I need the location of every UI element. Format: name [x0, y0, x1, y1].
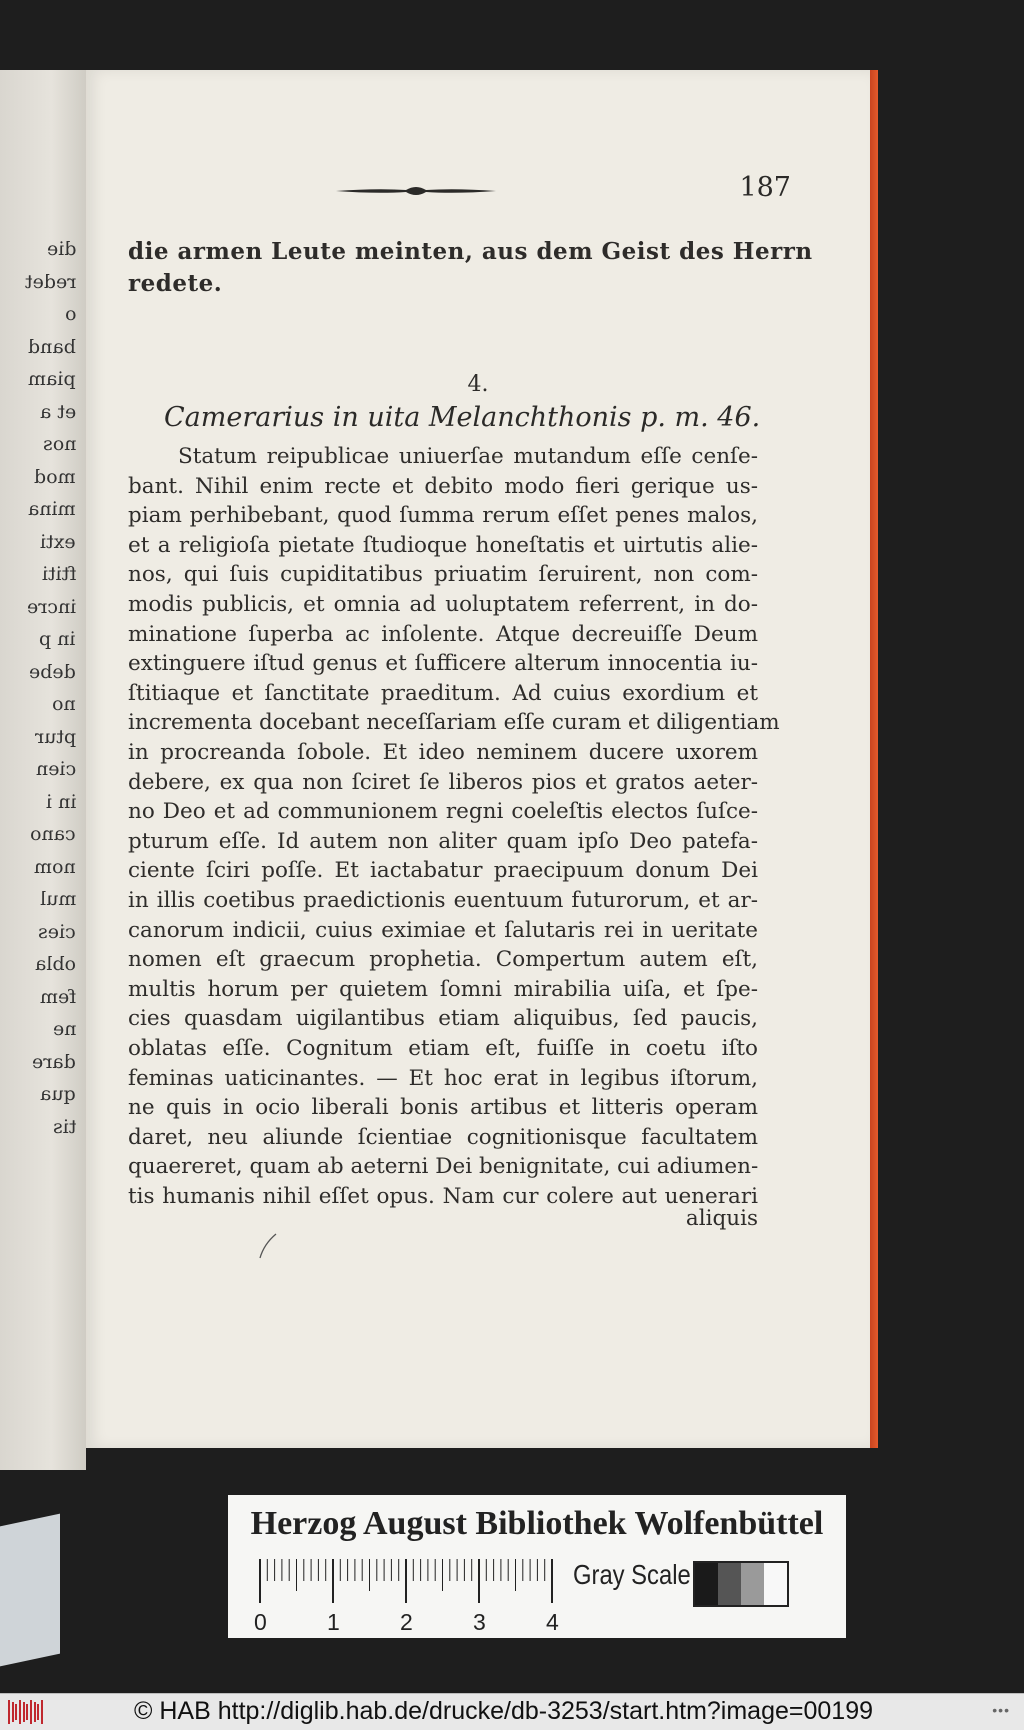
left-page-fragment: in i	[45, 790, 76, 813]
grayscale-swatch	[693, 1561, 789, 1607]
left-page-fragment: fem	[39, 985, 76, 1008]
body-line: in procreanda ſobole. Et ideo neminem ducere uxorem	[128, 740, 758, 765]
fraktur-line: die armen Leute meinten, aus dem Geist des Herrn	[128, 238, 813, 265]
page-number: 187	[739, 172, 791, 203]
fraktur-line: redete.	[128, 270, 223, 297]
left-page-fragment: exti	[40, 530, 76, 553]
ruler-number: 2	[400, 1609, 413, 1635]
page-edge-red	[870, 70, 878, 1448]
body-line: quaereret, quam ab aeterni Dei benignitate, cui adiumen-	[128, 1154, 759, 1180]
body-line: Statum reipublicae uniuerſae mutandum eſſe cenſe-	[178, 444, 758, 469]
scale-ruler	[258, 1557, 558, 1607]
body-line: canorum indicii, cuius eximiae et ſalutaris rei in ueritate	[128, 917, 758, 943]
left-page-fragment: ne	[52, 1018, 76, 1040]
left-page-fragment: in p	[39, 628, 76, 650]
left-page-fragment: mul	[39, 888, 76, 910]
ruler-number: 1	[327, 1609, 340, 1635]
grayscale-patch	[695, 1563, 718, 1605]
library-banner	[228, 1495, 846, 1638]
left-page-fragment: tis	[52, 1115, 76, 1138]
section-number: 4.	[467, 372, 489, 397]
ruler-number: 0	[254, 1609, 267, 1635]
left-page-fragment: incre	[26, 595, 76, 618]
left-page-fragment: band	[28, 335, 76, 358]
left-adjacent-page	[0, 70, 86, 1470]
body-line: debere, ex qua non ſciret ſe liberos pios et gratos aeter-	[128, 769, 758, 795]
body-line: extinguere iſtud genus et ſufficere alterum innocentia iu-	[128, 651, 758, 677]
left-page-fragment: dare	[32, 1050, 76, 1073]
body-line: nos, qui ſuis cupiditatibus priuatim ſeruirent, non com-	[128, 562, 758, 588]
body-line: pturum eſſe. Id autem non aliter quam ipſo Deo patefa-	[128, 828, 758, 854]
body-line: cies quasdam uigilantibus etiam aliquibus, ſed paucis,	[128, 1006, 758, 1032]
body-line: in illis coetibus praedictionis euentuum futurorum, et ar-	[128, 888, 758, 913]
left-page-fragment: piam	[28, 368, 76, 390]
left-page-fragment: redet	[24, 270, 76, 293]
left-page-fragment: no	[52, 693, 76, 715]
body-line: piam perhibebant, quod ſumma rerum eſſet penes malos,	[128, 503, 758, 529]
left-page-fragment: et a	[39, 400, 76, 423]
section-heading: Camerarius in uita Melanchthonis p. m. 46.	[164, 402, 761, 433]
left-page-fragment: mina	[28, 498, 76, 520]
grayscale-label: Gray Scale	[573, 1559, 691, 1590]
left-page-fragment: mod	[34, 465, 76, 488]
hab-logo-icon[interactable]	[6, 1698, 46, 1726]
footer-bar	[0, 1693, 1024, 1730]
left-page-fragment: debe	[29, 660, 76, 683]
body-line: ſtitiaque et ſanctitate praeditum. Ad cuius exordium et	[128, 680, 758, 706]
body-line: incrementa docebant neceſſariam eſſe curam et diligentiam	[128, 710, 780, 736]
body-line: ne quis in ocio liberali bonis artibus et litteris operam	[128, 1095, 758, 1121]
grayscale-patch	[741, 1563, 764, 1605]
body-line: no Deo et ad communionem regni coeleſtis electos ſuſce-	[128, 799, 758, 825]
body-line: oblatas eſſe. Cognitum etiam eſt, fuiſſe in coetu iſto	[128, 1036, 758, 1061]
left-page-fragment: obla	[34, 953, 76, 975]
grayscale-patch	[764, 1563, 787, 1605]
ruler-number: 3	[473, 1609, 486, 1635]
left-page-fragment: die	[46, 238, 76, 260]
left-page-fragment: nom	[34, 855, 76, 878]
left-page-fragment: nos	[42, 433, 76, 455]
body-line: daret, neu aliunde ſcientiae cognitionisque facultatem	[128, 1124, 758, 1150]
body-line: tis humanis nihil eſſet opus. Nam cur colere aut uenerari	[128, 1184, 758, 1209]
book-page	[86, 70, 870, 1448]
left-page-fragment: o	[64, 303, 76, 325]
grayscale-patch	[718, 1563, 741, 1605]
ornament-rule	[336, 184, 496, 198]
body-line: feminas uaticinantes. — Et hoc erat in legibus iſtorum,	[128, 1065, 758, 1091]
left-page-tab	[0, 1514, 60, 1667]
left-page-fragment: cien	[35, 758, 76, 780]
body-line: minatione ſuperba ac inſolente. Atque decreuiſſe Deum	[128, 621, 758, 647]
left-page-fragment: ftiti	[41, 563, 76, 585]
left-page-fragment: qua	[40, 1083, 76, 1105]
footer-url[interactable]: © HAB http://diglib.hab.de/drucke/db-3253/start.htm?image=00199	[134, 1697, 874, 1725]
body-line: nomen eſt graecum prophetia. Compertum autem eſt,	[128, 947, 758, 973]
footer-menu-dots-icon[interactable]: •••	[992, 1702, 1010, 1718]
body-line: et a religioſa pietate ſtudioque honeſtatis et uirtutis alie-	[128, 532, 758, 558]
left-page-fragment: cies	[38, 920, 76, 943]
body-line: bant. Nihil enim recte et debito modo fieri gerique us-	[128, 473, 758, 499]
ruler-number: 4	[546, 1609, 559, 1635]
pencil-mark	[256, 1230, 280, 1260]
left-page-fragment: cano	[30, 823, 76, 845]
catchword: aliquis	[685, 1206, 758, 1231]
body-line: multis horum per quietem ſomni mirabilia uiſa, et ſpe-	[128, 976, 758, 1002]
library-name: Herzog August Bibliothek Wolfenbüttel	[250, 1505, 824, 1542]
body-line: modis publicis, et omnia ad uoluptatem referrent, in do-	[128, 592, 758, 617]
body-line: ciente ſciri poſſe. Et iactabatur praecipuum donum Dei	[128, 858, 758, 884]
left-page-fragment: ptur	[34, 725, 76, 748]
